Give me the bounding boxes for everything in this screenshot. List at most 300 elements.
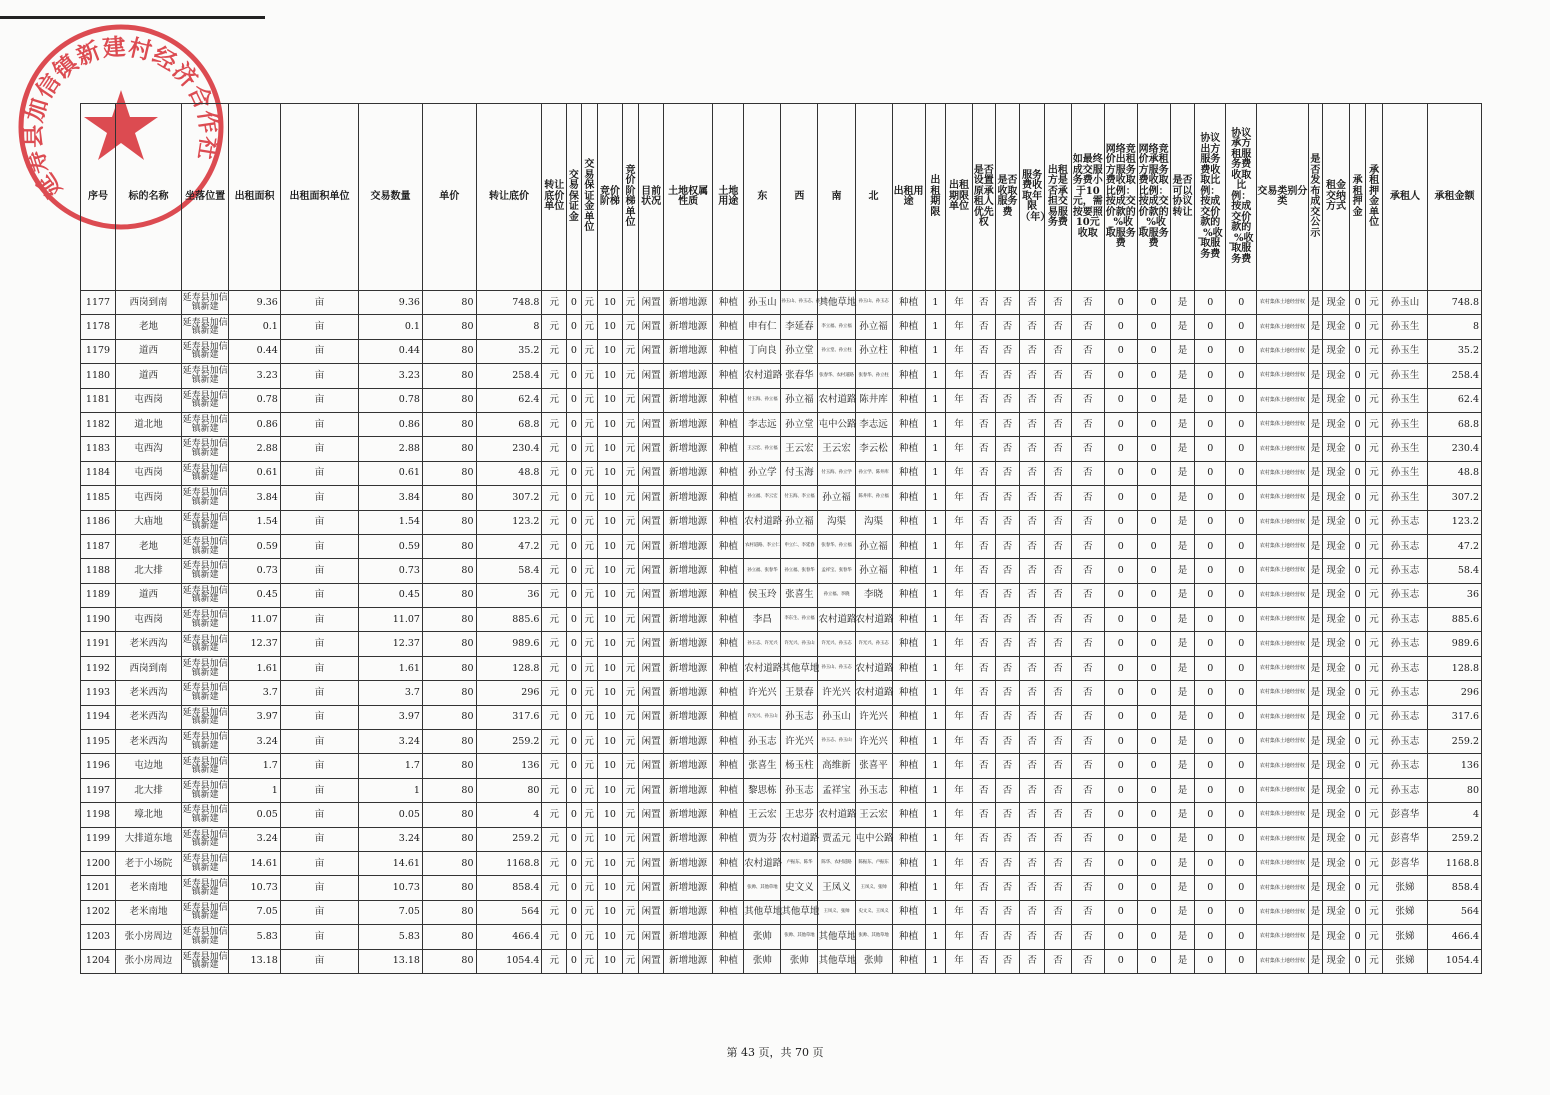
border-west: 李东生、孙立福: [781, 608, 818, 632]
table-cell: 否: [1071, 754, 1104, 778]
table-cell: 新增地源: [663, 925, 712, 949]
table-cell: 新增地源: [663, 851, 712, 875]
lease-area: 7.05: [229, 900, 281, 924]
table-cell: 亩: [280, 510, 358, 534]
table-cell: 元: [1366, 925, 1382, 949]
table-row: [81, 291, 1482, 315]
table-cell: 元: [1366, 510, 1382, 534]
border-east: 李志远: [744, 412, 781, 436]
trade-quantity: 0.1: [359, 315, 423, 339]
border-east: 张帅、其他草地: [744, 876, 781, 900]
table-row: [81, 754, 1482, 778]
trade-category: 农村集体土地经营权: [1257, 827, 1309, 851]
table-cell: 年: [946, 339, 973, 363]
table-cell: 否: [1071, 778, 1104, 802]
table-cell: 是: [1308, 827, 1322, 851]
table-cell: 闲置: [639, 291, 664, 315]
table-cell: 否: [972, 437, 995, 461]
lease-area: 1: [229, 778, 281, 802]
reserve-price: 1168.8: [476, 851, 542, 875]
column-header: 是否收取服务费: [995, 104, 1020, 291]
table-cell: 种植: [713, 315, 744, 339]
reserve-price: 258.4: [476, 364, 542, 388]
lease-area: 10.73: [229, 876, 281, 900]
table-cell: 否: [972, 339, 995, 363]
table-cell: 0: [1195, 827, 1226, 851]
table-cell: 年: [946, 827, 973, 851]
row-seq: 1182: [81, 412, 116, 436]
table-cell: 元: [622, 851, 638, 875]
parcel-location: 延寿县加信镇新建: [181, 486, 228, 510]
border-west: 孙立福: [781, 388, 818, 412]
parcel-name: 道西: [116, 583, 182, 607]
table-cell: 0: [1137, 778, 1170, 802]
table-cell: 种植: [713, 730, 744, 754]
table-cell: 种植: [713, 559, 744, 583]
table-row: [81, 681, 1482, 705]
table-cell: 是: [1170, 803, 1195, 827]
row-seq: 1188: [81, 559, 116, 583]
table-cell: 闲置: [639, 827, 664, 851]
table-cell: 0: [1137, 949, 1170, 973]
border-east: 农村道路: [744, 656, 781, 680]
table-cell: 元: [622, 632, 638, 656]
table-cell: 年: [946, 656, 973, 680]
border-south: 孙玉山: [818, 705, 855, 729]
table-cell: 0: [1104, 656, 1137, 680]
table-cell: 元: [622, 778, 638, 802]
table-cell: 种植: [892, 291, 925, 315]
table-cell: 否: [995, 412, 1020, 436]
table-cell: 否: [972, 583, 995, 607]
table-cell: 种植: [892, 851, 925, 875]
border-west: 申立仁、李延春: [781, 534, 818, 558]
table-cell: 1: [925, 851, 946, 875]
unit-price: 80: [422, 510, 476, 534]
table-cell: 0: [1349, 315, 1365, 339]
table-cell: 元: [622, 534, 638, 558]
table-cell: 0: [1137, 900, 1170, 924]
table-cell: 0: [1226, 632, 1257, 656]
lease-area: 12.37: [229, 632, 281, 656]
table-cell: 闲置: [639, 510, 664, 534]
table-cell: 否: [972, 705, 995, 729]
parcel-name: 张小房周边: [116, 925, 182, 949]
table-cell: 0: [1195, 900, 1226, 924]
table-row: [81, 949, 1482, 973]
border-east: 黎思栋: [744, 778, 781, 802]
table-cell: 新增地源: [663, 437, 712, 461]
table-cell: 否: [1071, 291, 1104, 315]
table-cell: 0: [1226, 778, 1257, 802]
border-east: 张帅: [744, 949, 781, 973]
table-cell: 种植: [713, 656, 744, 680]
border-east: 孙玉山: [744, 291, 781, 315]
table-cell: 亩: [280, 656, 358, 680]
table-cell: 新增地源: [663, 827, 712, 851]
reserve-price: 317.6: [476, 705, 542, 729]
column-header: 南: [818, 104, 855, 291]
table-cell: 种植: [713, 412, 744, 436]
parcel-location: 延寿县加信镇新建: [181, 656, 228, 680]
table-cell: 现金: [1323, 486, 1350, 510]
column-header: 承租押金单位: [1366, 104, 1382, 291]
table-cell: 0: [1226, 412, 1257, 436]
table-cell: 是: [1170, 705, 1195, 729]
table-cell: 0: [1137, 656, 1170, 680]
parcel-name: 老于小场院: [116, 851, 182, 875]
column-header: 转让底价: [476, 104, 542, 291]
border-west: 孙立堂: [781, 412, 818, 436]
lease-area: 1.54: [229, 510, 281, 534]
lease-amount: 36: [1428, 583, 1482, 607]
table-cell: 0: [1104, 534, 1137, 558]
table-cell: 否: [972, 900, 995, 924]
table-cell: 0: [1137, 608, 1170, 632]
table-cell: 是: [1308, 925, 1322, 949]
table-cell: 种植: [892, 315, 925, 339]
table-cell: 种植: [892, 778, 925, 802]
border-south: 孟祥宝、张春华: [818, 559, 855, 583]
border-south: 王云宏: [818, 437, 855, 461]
reserve-price: 259.2: [476, 730, 542, 754]
table-cell: 否: [1071, 412, 1104, 436]
table-cell: 是: [1170, 339, 1195, 363]
lessee: 张娣: [1382, 925, 1427, 949]
lessee: 孙玉生: [1382, 486, 1427, 510]
table-cell: 否: [972, 876, 995, 900]
border-south: 许光兴、孙玉志: [818, 632, 855, 656]
lease-amount: 80: [1428, 778, 1482, 802]
table-cell: 0: [1226, 583, 1257, 607]
table-cell: 否: [1045, 876, 1072, 900]
table-cell: 0: [1104, 632, 1137, 656]
table-cell: 种植: [713, 339, 744, 363]
table-cell: 元: [622, 510, 638, 534]
table-cell: 闲置: [639, 461, 664, 485]
table-cell: 0: [1349, 778, 1365, 802]
lease-area: 1.61: [229, 656, 281, 680]
lease-amount: 885.6: [1428, 608, 1482, 632]
table-cell: 否: [995, 486, 1020, 510]
table-cell: 闲置: [639, 339, 664, 363]
lease-area: 0.78: [229, 388, 281, 412]
trade-category: 农村集体土地经营权: [1257, 291, 1309, 315]
table-cell: 新增地源: [663, 510, 712, 534]
table-cell: 亩: [280, 388, 358, 412]
table-cell: 是: [1308, 656, 1322, 680]
border-east: 孙立福、李云宏: [744, 486, 781, 510]
trade-category: 农村集体土地经营权: [1257, 364, 1309, 388]
table-cell: 否: [1020, 461, 1045, 485]
trade-quantity: 14.61: [359, 851, 423, 875]
table-cell: 元: [581, 486, 597, 510]
lease-area: 1.7: [229, 754, 281, 778]
border-west: 王忠芬: [781, 803, 818, 827]
table-cell: 种植: [713, 608, 744, 632]
table-row: [81, 534, 1482, 558]
row-seq: 1185: [81, 486, 116, 510]
table-cell: 元: [542, 461, 567, 485]
table-cell: 是: [1170, 949, 1195, 973]
table-cell: 1: [925, 583, 946, 607]
table-cell: 是: [1308, 486, 1322, 510]
table-cell: 是: [1308, 339, 1322, 363]
table-cell: 0: [1104, 583, 1137, 607]
table-cell: 是: [1170, 851, 1195, 875]
table-cell: 0: [1137, 388, 1170, 412]
border-west: 张帅: [781, 949, 818, 973]
table-cell: 新增地源: [663, 949, 712, 973]
table-cell: 是: [1170, 534, 1195, 558]
table-cell: 0: [567, 656, 581, 680]
table-cell: 0: [1137, 681, 1170, 705]
table-cell: 0: [1226, 656, 1257, 680]
table-cell: 0: [1137, 437, 1170, 461]
table-cell: 元: [622, 315, 638, 339]
reserve-price: 564: [476, 900, 542, 924]
column-header: 东: [744, 104, 781, 291]
row-seq: 1201: [81, 876, 116, 900]
border-east: 付玉海、孙立福: [744, 388, 781, 412]
border-east: 丁向良: [744, 339, 781, 363]
table-cell: 否: [995, 778, 1020, 802]
table-cell: 元: [581, 291, 597, 315]
table-cell: 否: [1020, 803, 1045, 827]
table-cell: 是: [1308, 364, 1322, 388]
column-header: 土地用途: [713, 104, 744, 291]
border-north: 陈井库: [855, 388, 892, 412]
table-cell: 是: [1170, 900, 1195, 924]
table-cell: 否: [1045, 315, 1072, 339]
table-cell: 0: [1226, 681, 1257, 705]
column-header: 单价: [422, 104, 476, 291]
table-cell: 10: [598, 754, 623, 778]
table-cell: 现金: [1323, 412, 1350, 436]
table-cell: 否: [1020, 534, 1045, 558]
table-row: [81, 656, 1482, 680]
table-cell: 现金: [1323, 925, 1350, 949]
table-cell: 否: [972, 291, 995, 315]
table-cell: 否: [1020, 291, 1045, 315]
border-west: 许光兴: [781, 730, 818, 754]
table-cell: 元: [581, 900, 597, 924]
trade-category: 农村集体土地经营权: [1257, 876, 1309, 900]
table-cell: 0: [1137, 632, 1170, 656]
table-cell: 元: [622, 608, 638, 632]
table-cell: 新增地源: [663, 778, 712, 802]
border-west: 农村道路: [781, 827, 818, 851]
table-cell: 是: [1308, 876, 1322, 900]
table-cell: 0: [1226, 608, 1257, 632]
table-cell: 闲置: [639, 437, 664, 461]
trade-category: 农村集体土地经营权: [1257, 803, 1309, 827]
table-cell: 0: [1195, 656, 1226, 680]
column-header: 出租面积单位: [280, 104, 358, 291]
table-cell: 否: [1020, 778, 1045, 802]
table-cell: 元: [581, 778, 597, 802]
row-seq: 1200: [81, 851, 116, 875]
table-cell: 种植: [713, 876, 744, 900]
table-cell: 年: [946, 851, 973, 875]
table-cell: 1: [925, 388, 946, 412]
table-cell: 0: [1137, 364, 1170, 388]
table-cell: 新增地源: [663, 461, 712, 485]
unit-price: 80: [422, 876, 476, 900]
table-cell: 0: [1226, 364, 1257, 388]
table-cell: 年: [946, 388, 973, 412]
parcel-name: 道西: [116, 339, 182, 363]
table-cell: 元: [542, 827, 567, 851]
row-seq: 1198: [81, 803, 116, 827]
table-cell: 是: [1170, 486, 1195, 510]
border-east: 张帅: [744, 925, 781, 949]
table-cell: 新增地源: [663, 583, 712, 607]
border-west: 张春华: [781, 364, 818, 388]
trade-quantity: 0.61: [359, 461, 423, 485]
lessee: 孙玉志: [1382, 778, 1427, 802]
table-cell: 否: [1045, 437, 1072, 461]
table-cell: 0: [1349, 339, 1365, 363]
table-cell: 种植: [892, 437, 925, 461]
trade-category: 农村集体土地经营权: [1257, 559, 1309, 583]
table-cell: 0: [1104, 559, 1137, 583]
table-cell: 元: [581, 412, 597, 436]
reserve-price: 8: [476, 315, 542, 339]
table-cell: 0: [567, 632, 581, 656]
table-cell: 否: [1020, 681, 1045, 705]
table-cell: 0: [1104, 851, 1137, 875]
table-cell: 0: [1349, 900, 1365, 924]
table-cell: 是: [1170, 412, 1195, 436]
table-cell: 年: [946, 437, 973, 461]
table-row: [81, 412, 1482, 436]
table-cell: 1: [925, 339, 946, 363]
border-north: 孙立福: [855, 315, 892, 339]
table-cell: 否: [995, 827, 1020, 851]
lease-amount: 62.4: [1428, 388, 1482, 412]
table-cell: 0: [567, 876, 581, 900]
reserve-price: 36: [476, 583, 542, 607]
parcel-location: 延寿县加信镇新建: [181, 851, 228, 875]
border-south: 其他草地: [818, 949, 855, 973]
column-header: 序号: [81, 104, 116, 291]
trade-quantity: 0.44: [359, 339, 423, 363]
table-cell: 0: [1349, 730, 1365, 754]
reserve-price: 48.8: [476, 461, 542, 485]
column-header: 服务费收取年限（年）: [1020, 104, 1045, 291]
table-cell: 否: [1071, 534, 1104, 558]
table-cell: 否: [1071, 681, 1104, 705]
row-seq: 1180: [81, 364, 116, 388]
table-cell: 否: [972, 461, 995, 485]
table-cell: 元: [622, 339, 638, 363]
column-header: 交易数量: [359, 104, 423, 291]
column-header: 北: [855, 104, 892, 291]
table-cell: 否: [1071, 486, 1104, 510]
table-cell: 是: [1308, 681, 1322, 705]
table-cell: 10: [598, 315, 623, 339]
trade-quantity: 3.24: [359, 827, 423, 851]
parcel-location: 延寿县加信镇新建: [181, 437, 228, 461]
table-cell: 亩: [280, 608, 358, 632]
table-cell: 年: [946, 681, 973, 705]
table-cell: 0: [1226, 510, 1257, 534]
table-cell: 0: [1195, 876, 1226, 900]
row-seq: 1197: [81, 778, 116, 802]
border-north: 王凤义、张帅: [855, 876, 892, 900]
table-cell: 0: [1349, 754, 1365, 778]
reserve-price: 466.4: [476, 925, 542, 949]
table-cell: 新增地源: [663, 876, 712, 900]
table-cell: 种植: [892, 925, 925, 949]
parcel-name: 道北地: [116, 412, 182, 436]
reserve-price: 296: [476, 681, 542, 705]
table-cell: 元: [542, 315, 567, 339]
table-cell: 1: [925, 949, 946, 973]
unit-price: 80: [422, 315, 476, 339]
table-cell: 否: [972, 534, 995, 558]
table-cell: 元: [1366, 608, 1382, 632]
lease-amount: 317.6: [1428, 705, 1482, 729]
table-cell: 亩: [280, 315, 358, 339]
lessee: 彭喜华: [1382, 851, 1427, 875]
lessee: 孙玉生: [1382, 364, 1427, 388]
table-row: [81, 486, 1482, 510]
table-cell: 10: [598, 656, 623, 680]
table-cell: 现金: [1323, 730, 1350, 754]
table-cell: 否: [1045, 803, 1072, 827]
reserve-price: 230.4: [476, 437, 542, 461]
table-cell: 闲置: [639, 388, 664, 412]
table-cell: 种植: [713, 681, 744, 705]
table-cell: 元: [542, 632, 567, 656]
unit-price: 80: [422, 851, 476, 875]
border-north: 孙玉山、孙玉志: [855, 291, 892, 315]
parcel-name: 大排道东地: [116, 827, 182, 851]
table-cell: 元: [581, 851, 597, 875]
table-cell: 否: [1020, 632, 1045, 656]
unit-price: 80: [422, 754, 476, 778]
parcel-location: 延寿县加信镇新建: [181, 559, 228, 583]
table-cell: 元: [542, 339, 567, 363]
table-cell: 否: [1020, 656, 1045, 680]
table-cell: 否: [972, 778, 995, 802]
lease-area: 9.36: [229, 291, 281, 315]
table-cell: 1: [925, 656, 946, 680]
table-cell: 是: [1308, 778, 1322, 802]
table-cell: 是: [1308, 949, 1322, 973]
table-cell: 年: [946, 510, 973, 534]
table-cell: 新增地源: [663, 900, 712, 924]
border-south: 孙玉志、孙玉山: [818, 730, 855, 754]
table-cell: 否: [972, 803, 995, 827]
table-cell: 是: [1170, 510, 1195, 534]
table-cell: 元: [581, 339, 597, 363]
table-cell: 种植: [713, 291, 744, 315]
table-cell: 否: [1071, 656, 1104, 680]
border-north: 农村道路: [855, 656, 892, 680]
border-south: 贾孟元: [818, 827, 855, 851]
table-cell: 元: [1366, 388, 1382, 412]
row-seq: 1195: [81, 730, 116, 754]
row-seq: 1202: [81, 900, 116, 924]
table-cell: 0: [567, 925, 581, 949]
table-cell: 是: [1170, 461, 1195, 485]
table-cell: 年: [946, 412, 973, 436]
trade-quantity: 13.18: [359, 949, 423, 973]
table-cell: 种植: [892, 510, 925, 534]
